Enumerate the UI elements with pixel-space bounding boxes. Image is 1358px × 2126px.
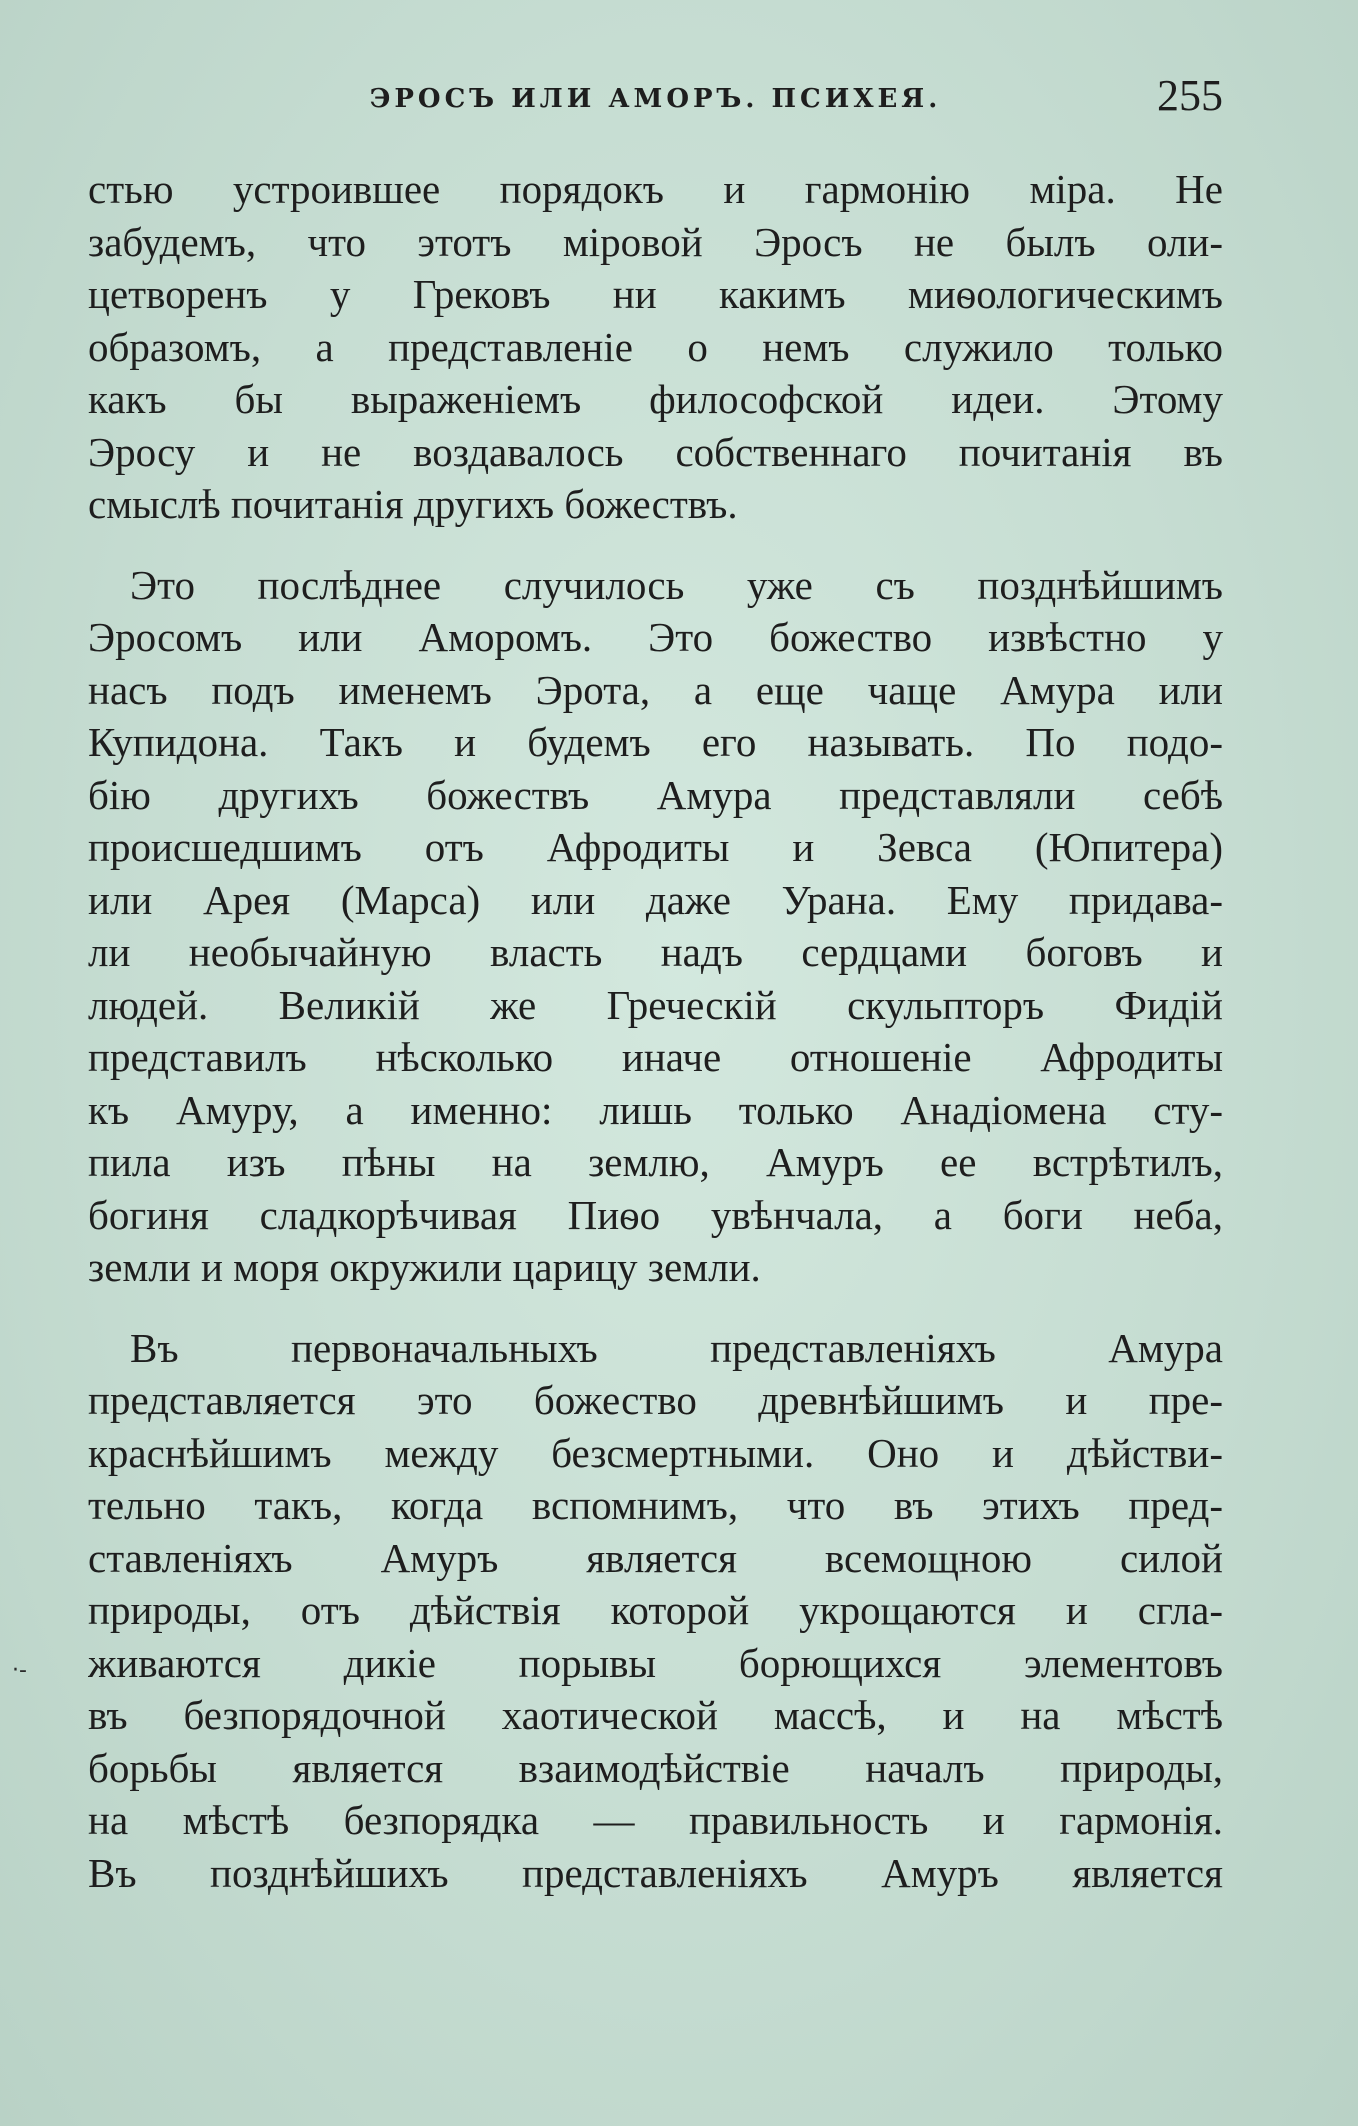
text-line: Это послѣднее случилось уже съ позднѣйшимъ: [130, 561, 1223, 608]
text-line: живаются дикіе порывы борющихся элементовъ: [88, 1639, 1223, 1686]
text-line: природы, отъ дѣйствія которой укрощаются и сгла-: [88, 1587, 1223, 1633]
text-line: Эросу и не воздавалось собственнаго почитанія въ: [88, 428, 1223, 475]
text-line: происшедшимъ отъ Афродиты и Зевса (Юпитера): [88, 824, 1223, 870]
text-line: цетворенъ у Грековъ ни какимъ миѳологическимъ: [88, 271, 1223, 317]
text-line: представляется это божество древнѣйшимъ и пре-: [88, 1377, 1223, 1423]
page-header: [88, 70, 1223, 130]
text-line: образомъ, а представленіе о немъ служило только: [88, 323, 1223, 370]
text-line: ли необычайную власть надъ сердцами боговъ и: [88, 929, 1223, 975]
text-line: пила изъ пѣны на землю, Амуръ ее встрѣтилъ,: [88, 1139, 1223, 1185]
text-line: людей. Великій же Греческій скульпторъ Фидій: [88, 981, 1223, 1028]
text-line: Въ позднѣйшихъ представленіяхъ Амуръ является: [88, 1849, 1223, 1896]
running-head: ЭРОСЪ ИЛИ АМОРЪ. ПСИХЕЯ.: [369, 84, 942, 114]
paragraph-1: [88, 163, 1223, 531]
text-line: въ безпорядочной хаотической массѣ, и на мѣстѣ: [88, 1692, 1223, 1738]
text-line: насъ подъ именемъ Эрота, а еще чаще Амура или: [88, 666, 1223, 713]
text-line: представилъ нѣсколько иначе отношеніе Афродиты: [88, 1034, 1223, 1080]
text-line: Въ первоначальныхъ представленіяхъ Амура: [130, 1324, 1223, 1371]
text-line: тельно такъ, когда вспомнимъ, что въ этихъ пред-: [88, 1482, 1223, 1528]
text-line: или Арея (Марса) или даже Урана. Ему придава-: [88, 876, 1223, 923]
text-line: смыслѣ почитанія другихъ божествъ.: [88, 481, 738, 527]
text-line: къ Амуру, а именно: лишь только Анадіомена сту-: [88, 1086, 1223, 1133]
text-line: ставленіяхъ Амуръ является всемощною силой: [88, 1534, 1223, 1581]
paragraph-gap: [88, 531, 1223, 559]
text-line: Купидона. Такъ и будемъ его называть. По подо-: [88, 719, 1223, 765]
text-line: на мѣстѣ безпорядка — правильность и гармонія.: [88, 1797, 1223, 1843]
text-line: бію другихъ божествъ Амура представляли себѣ: [88, 771, 1223, 818]
text-line: краснѣйшимъ между безсмертными. Оно и дѣйстви-: [88, 1429, 1223, 1476]
paragraph-2: [88, 559, 1223, 1294]
body-text: [88, 163, 1223, 1899]
paragraph-gap: [88, 1294, 1223, 1322]
page-number: 255: [1157, 71, 1223, 120]
text-line: богиня сладкорѣчивая Пиѳо увѣнчала, а боги неба,: [88, 1191, 1223, 1238]
text-line: какъ бы выраженіемъ философской идеи. Этому: [88, 376, 1223, 422]
margin-speck-mark: ·-: [12, 1658, 27, 1683]
text-line: борьбы является взаимодѣйствіе началъ природы,: [88, 1744, 1223, 1791]
paragraph-3: [88, 1322, 1223, 1900]
text-line: Эросомъ или Аморомъ. Это божество извѣстно у: [88, 614, 1223, 660]
text-line: стью устроившее порядокъ и гармонію міра. Не: [88, 166, 1223, 212]
text-line: забудемъ, что этотъ міровой Эросъ не былъ оли-: [88, 218, 1223, 265]
text-line: земли и моря окружили царицу земли.: [88, 1244, 761, 1290]
